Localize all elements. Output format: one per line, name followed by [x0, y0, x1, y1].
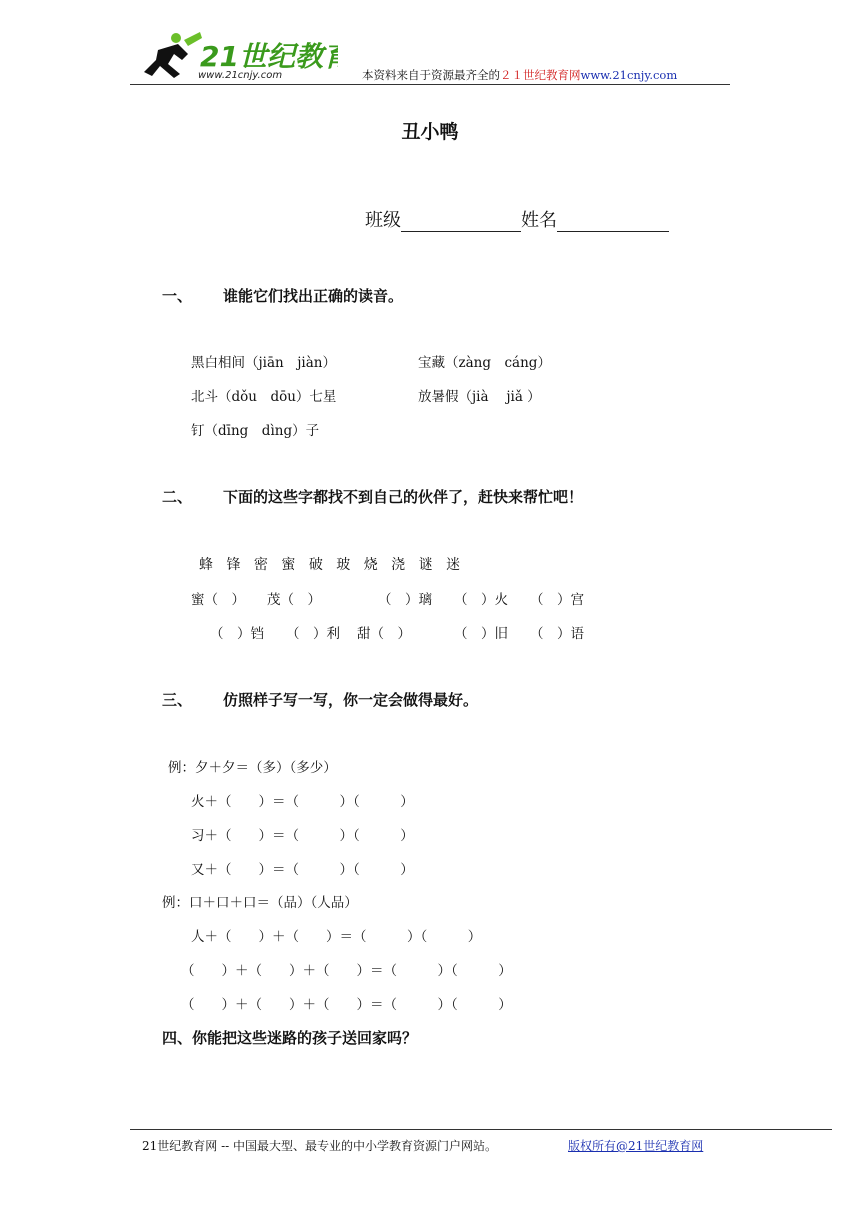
footer-text: 21世纪教育网 -- 中国最大型、最专业的中小学教育资源门户网站。 — [142, 1139, 498, 1153]
section-2-heading: 二、 下面的这些字都找不到自己的伙伴了，赶快来帮忙吧！ — [162, 488, 584, 506]
char-item: 浇 — [391, 557, 406, 573]
match-cell: （ ）火 — [454, 592, 508, 608]
header-url-link[interactable]: www.21cnjy.com — [580, 68, 678, 82]
match-cell: 蜜（ ） — [191, 592, 245, 608]
match-cell: （ ）语 — [530, 626, 584, 642]
logo-wordmark: 21世纪教育 — [200, 40, 338, 73]
char-item: 烧 — [363, 557, 378, 573]
exercise-line: 人＋（ ）＋（ ）＝（ ）（ ） — [191, 929, 482, 945]
exercise-line: 习＋（ ）＝（ ）（ ） — [191, 828, 414, 844]
exercise-line: （ ）＋（ ）＋（ ）＝（ ）（ ） — [181, 963, 512, 979]
char-item: 蜜 — [281, 557, 296, 573]
pinyin-item-3: 北斗（dǒu dōu）七星 — [191, 389, 337, 405]
char-item: 蜂 — [199, 557, 213, 573]
exercise-line: （ ）＋（ ）＋（ ）＝（ ）（ ） — [181, 997, 512, 1013]
match-cell: 茂（ ） — [267, 592, 321, 608]
char-item: 玻 — [336, 557, 351, 573]
pinyin-item-2: 宝藏（zàng cáng） — [418, 355, 551, 371]
footer-copyright-link[interactable]: 版权所有@21世纪教育网 — [568, 1139, 704, 1153]
pinyin-item-1: 黑白相间（jiān jiàn） — [191, 355, 336, 371]
runner-icon — [144, 32, 202, 78]
site-logo — [138, 30, 338, 84]
match-cell: （ ）铛 — [210, 626, 264, 642]
char-item: 破 — [308, 557, 323, 573]
logo-url: www.21cnjy.com — [198, 70, 283, 81]
char-item: 迷 — [446, 557, 461, 573]
section-4-heading: 四、你能把这些迷路的孩子送回家吗？ — [162, 1029, 418, 1047]
char-item: 谜 — [418, 557, 433, 573]
name-label: 姓名 — [521, 210, 557, 231]
example-2: 例：口＋口＋口＝（品）（人品） — [162, 895, 358, 911]
character-list — [199, 554, 469, 574]
match-cell: （ ）宫 — [530, 592, 584, 608]
match-cell: （ ）利 — [286, 626, 340, 642]
class-blank[interactable] — [401, 213, 521, 232]
example-1: 例：夕＋夕＝（多）（多少） — [168, 760, 337, 776]
name-blank[interactable] — [557, 213, 669, 232]
match-cell: （ ）璃 — [378, 592, 432, 608]
match-cell: 甜（ ） — [357, 626, 411, 642]
char-item: 密 — [253, 557, 268, 573]
section-1-heading: 一、 谁能它们找出正确的读音。 — [162, 287, 404, 305]
pinyin-item-4: 放暑假（jià jiǎ ） — [418, 389, 541, 405]
student-info — [365, 206, 669, 232]
header-divider — [130, 84, 730, 85]
header-tagline: 本资料来自于资源最齐全的２１世纪教育网www.21cnjy.com — [362, 68, 678, 82]
page-title: 丑小鸭 — [401, 121, 459, 143]
pinyin-item-5: 钉（dīng dìng）子 — [191, 423, 320, 439]
match-cell: （ ）旧 — [454, 626, 508, 642]
exercise-line: 又＋（ ）＝（ ）（ ） — [191, 862, 414, 878]
footer-divider — [130, 1129, 832, 1130]
section-3-heading: 三、 仿照样子写一写，你一定会做得最好。 — [162, 691, 479, 709]
exercise-line: 火＋（ ）＝（ ）（ ） — [191, 794, 414, 810]
char-item: 锋 — [226, 557, 241, 573]
class-label: 班级 — [365, 210, 401, 231]
